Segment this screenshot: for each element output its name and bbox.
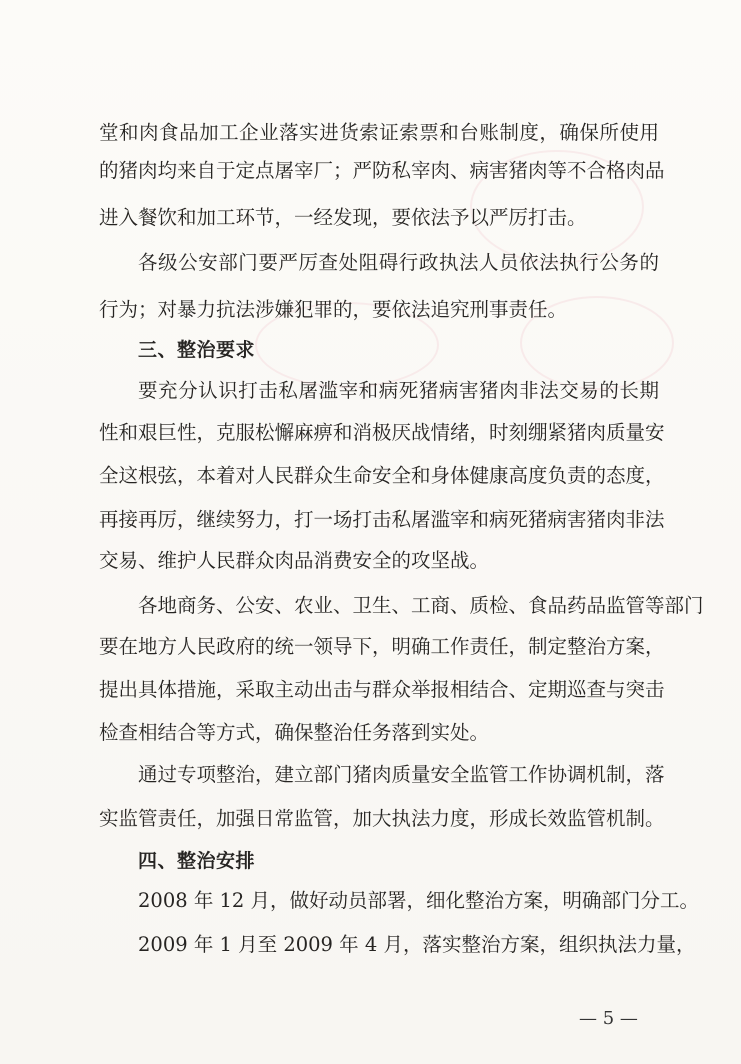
body-text-line: 全这根弦，本着对人民群众生命安全和身体健康高度负责的态度， xyxy=(99,464,665,487)
body-text-line: 各地商务、公安、农业、卫生、工商、质检、食品药品监管等部门 xyxy=(138,594,704,617)
body-text-line: 各级公安部门要严厉查处阻碍行政执法人员依法执行公务的 xyxy=(138,251,659,274)
body-text-line: 行为；对暴力抗法涉嫌犯罪的，要依法追究刑事责任。 xyxy=(99,298,568,321)
body-text-line: 性和艰巨性，克服松懈麻痹和消极厌战情绪，时刻绷紧猪肉质量安 xyxy=(99,421,665,444)
body-text-line: 的猪肉均来自于定点屠宰厂；严防私宰肉、病害猪肉等不合格肉品 xyxy=(99,159,665,182)
body-text-line: 交易、维护人民群众肉品消费安全的攻坚战。 xyxy=(99,549,490,572)
body-text-line: 提出具体措施，采取主动出击与群众举报相结合、定期巡查与突击 xyxy=(99,678,665,701)
body-text-line: 检查相结合等方式，确保整治任务落到实处。 xyxy=(99,721,490,744)
body-text-line: 实监管责任，加强日常监管，加大执法力度，形成长效监管机制。 xyxy=(99,807,665,830)
page-number: — 5 — xyxy=(579,1008,638,1029)
body-text-line: 要在地方人民政府的统一领导下，明确工作责任，制定整治方案， xyxy=(99,635,665,658)
body-text-line: 要充分认识打击私屠滥宰和病死猪病害猪肉非法交易的长期 xyxy=(138,379,659,402)
section-heading: 三、整治要求 xyxy=(138,339,256,361)
body-text-line: 堂和肉食品加工企业落实进货索证索票和台账制度，确保所使用 xyxy=(99,121,659,144)
body-text-line: 2008 年 12 月，做好动员部署，细化整治方案，明确部门分工。 xyxy=(138,889,700,912)
body-text-line: 再接再厉，继续努力，打一场打击私屠滥宰和病死猪病害猪肉非法 xyxy=(99,508,665,531)
body-text-line: 2009 年 1 月至 2009 年 4 月，落实整治方案，组织执法力量， xyxy=(138,933,696,956)
section-heading: 四、整治安排 xyxy=(138,850,256,872)
body-text-line: 通过专项整治，建立部门猪肉质量安全监管工作协调机制，落 xyxy=(138,763,665,786)
body-text-line: 进入餐饮和加工环节，一经发现，要依法予以严厉打击。 xyxy=(99,206,587,229)
